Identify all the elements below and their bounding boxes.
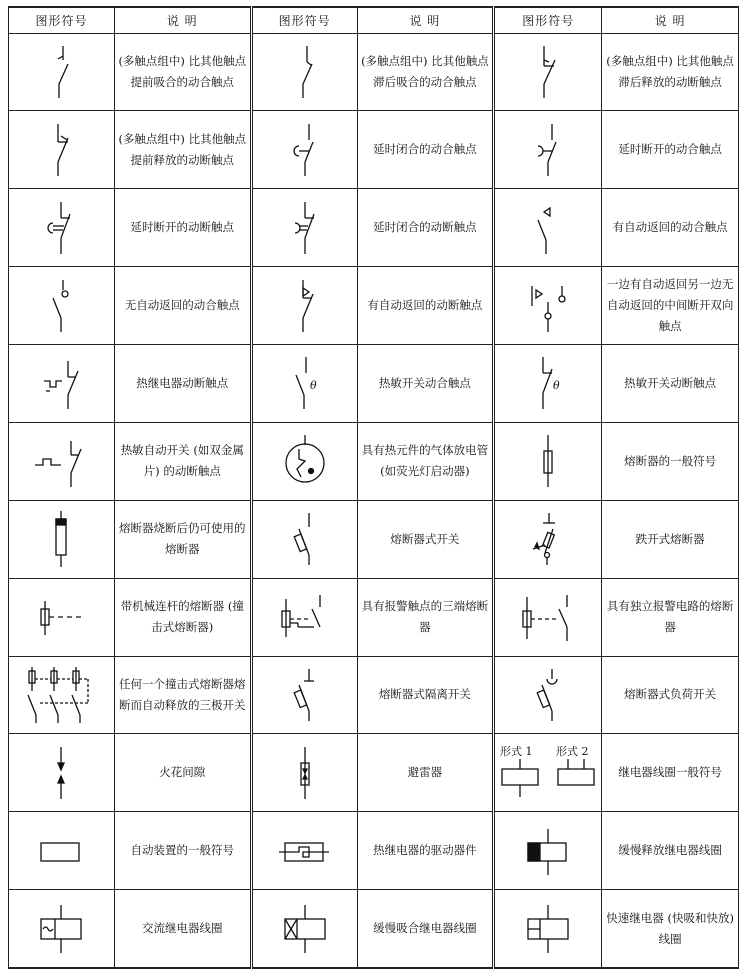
symbol-cell [494,33,602,111]
auto-return-break-icon [285,276,325,336]
three-pole-striker-switch-icon [26,663,96,727]
header-symbol: 图形符号 [494,7,602,33]
symbol-cell [9,578,115,656]
description: 延时断开的动合触点 [602,111,739,189]
symbol-cell [494,111,602,189]
description: (多触点组中) 比其他触点滞后释放的动断触点 [602,33,739,111]
fuse-icon [528,431,568,491]
description: 熔断器式开关 [357,500,494,578]
thermal-switch-break-icon [523,353,573,413]
symbol-cell [9,267,115,345]
thermal-relay-break-icon [36,353,86,413]
description: 带机械连杆的熔断器 (撞击式熔断器) [114,578,251,656]
description: 热敏开关动合触点 [357,345,494,423]
delayed-open-make-icon [528,120,568,180]
fast-relay-coil-icon [518,899,578,959]
header-symbol: 图形符号 [9,7,115,33]
glow-starter-icon [275,431,335,491]
description: 热敏自动开关 (如双金属片) 的动断触点 [114,422,251,500]
bimetal-switch-icon [31,431,91,491]
symbol-cell [251,890,357,968]
symbol-cell [9,812,115,890]
symbol-cell [9,33,115,111]
header-symbol: 图形符号 [251,7,357,33]
drop-out-fuse-icon [523,509,573,569]
description: 继电器线圈一般符号 [602,734,739,812]
independent-alarm-fuse-icon [513,587,583,647]
table-row [9,890,739,968]
early-make-contact-icon [41,42,81,102]
description: 熔断器式隔离开关 [357,656,494,734]
slow-release-coil-icon [518,821,578,881]
description: 快速继电器 (快吸和快放) 线圈 [602,890,739,968]
symbol-cell [494,422,602,500]
description: 具有热元件的气体放电管 (如荧光灯启动器) [357,422,494,500]
symbol-cell [9,189,115,267]
symbol-cell [494,812,602,890]
form-2-label: 形式 2 [556,744,589,758]
three-terminal-alarm-fuse-icon [270,587,340,647]
description: 热敏开关动断触点 [602,345,739,423]
symbol-cell [9,500,115,578]
symbol-cell [9,656,115,734]
table-header-row [9,7,739,33]
slow-operate-coil-icon [275,899,335,959]
description: 自动装置的一般符号 [114,812,251,890]
description: 火花间隙 [114,734,251,812]
symbol-cell [494,734,602,812]
description: 具有独立报警电路的熔断器 [602,578,739,656]
late-release-break-contact-icon [528,42,568,102]
relay-coil-icon [498,743,598,803]
symbol-cell [494,500,602,578]
header-desc: 说 明 [114,7,251,33]
fuse-load-switch-icon [528,665,568,725]
description: 无自动返回的动合触点 [114,267,251,345]
reusable-fuse-icon [41,509,81,569]
table-row [9,111,739,189]
early-break-contact-icon [41,120,81,180]
theta-label: θ [309,379,317,393]
description: 缓慢吸合继电器线圈 [357,890,494,968]
symbol-cell [251,267,357,345]
fuse-disconnector-icon [285,665,325,725]
center-off-changeover-icon [518,276,578,336]
theta-label: θ [553,379,560,393]
description: (多触点组中) 比其他触点提前释放的动断触点 [114,111,251,189]
symbol-cell [494,189,602,267]
delayed-close-make-icon [285,120,325,180]
symbol-cell [251,500,357,578]
header-desc: 说 明 [602,7,739,33]
arrester-icon [285,743,325,803]
symbol-cell [9,890,115,968]
symbol-cell [251,33,357,111]
description: 延时断开的动断触点 [114,189,251,267]
description: 延时闭合的动断触点 [357,189,494,267]
description: 热继电器的驱动器件 [357,812,494,890]
description: 有自动返回的动断触点 [357,267,494,345]
table-row [9,578,739,656]
table-row [9,422,739,500]
description: 避雷器 [357,734,494,812]
symbol-cell [251,734,357,812]
thermal-relay-driver-icon [275,821,335,881]
spark-gap-icon [41,743,81,803]
table-row [9,267,739,345]
description: 熔断器烧断后仍可使用的熔断器 [114,500,251,578]
description: 跌开式熔断器 [602,500,739,578]
description: 熔断器的一般符号 [602,422,739,500]
table-row [9,189,739,267]
no-auto-return-make-icon [41,276,81,336]
symbol-cell [494,267,602,345]
symbol-cell [9,422,115,500]
striker-fuse-icon [31,587,91,647]
delayed-open-break-icon [41,198,81,258]
symbol-cell [251,812,357,890]
table-row [9,812,739,890]
delayed-close-break-icon [285,198,325,258]
table-row [9,656,739,734]
description: 熔断器式负荷开关 [602,656,739,734]
symbol-cell [251,111,357,189]
symbol-cell [251,578,357,656]
symbol-cell [9,345,115,423]
auto-return-make-icon [528,198,568,258]
symbol-table [8,6,739,969]
symbol-cell [494,578,602,656]
symbol-cell [251,422,357,500]
table-row [9,500,739,578]
table-row [9,734,739,812]
form-1-label: 形式 1 [500,744,533,758]
table-row [9,345,739,423]
symbol-cell [494,890,602,968]
symbol-cell [9,734,115,812]
description: 延时闭合的动合触点 [357,111,494,189]
fuse-switch-icon [285,509,325,569]
description: (多触点组中) 比其他触点提前吸合的动合触点 [114,33,251,111]
description: 一边有自动返回另一边无自动返回的中间断开双向触点 [602,267,739,345]
table-row [9,33,739,111]
automatic-device-icon [31,821,91,881]
description: 具有报警触点的三端熔断器 [357,578,494,656]
symbol-cell [494,656,602,734]
description: 任何一个撞击式熔断器熔断而自动释放的三极开关 [114,656,251,734]
symbol-cell [251,656,357,734]
description: 有自动返回的动合触点 [602,189,739,267]
description: 交流继电器线圈 [114,890,251,968]
header-desc: 说 明 [357,7,494,33]
description: 热继电器动断触点 [114,345,251,423]
ac-relay-coil-icon [31,899,91,959]
thermal-switch-make-icon [280,353,330,413]
late-make-contact-icon [285,42,325,102]
description: (多触点组中) 比其他触点滞后吸合的动合触点 [357,33,494,111]
symbol-cell [9,111,115,189]
symbol-cell [494,345,602,423]
symbol-cell [251,189,357,267]
symbol-cell [251,345,357,423]
description: 缓慢释放继电器线圈 [602,812,739,890]
